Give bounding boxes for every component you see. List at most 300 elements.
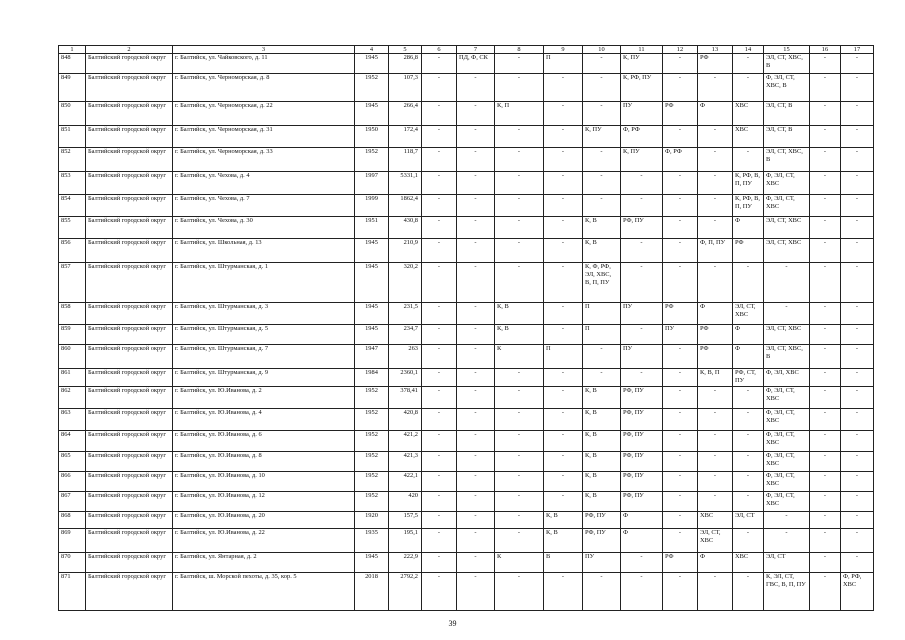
cell-col-8: - xyxy=(495,369,544,387)
cell-col-7: - xyxy=(457,573,495,611)
cell-col-8: К, В xyxy=(495,303,544,325)
cell-col-13: - xyxy=(698,74,733,102)
cell-col-15: Ф, ЭЛ, СТ, ХВС, В xyxy=(764,74,810,102)
cell-col-8: - xyxy=(495,148,544,172)
cell-address: г. Балтийск, ул. Чехова, д. 30 xyxy=(173,217,355,239)
cell-col-15: ЭЛ, СТ, В xyxy=(764,102,810,126)
cell-col-10: РФ, ПУ xyxy=(583,529,621,553)
cell-col-6: - xyxy=(422,345,457,369)
cell-col-17: - xyxy=(841,195,874,217)
cell-address: г. Балтийск, ул. Чайковского, д. 11 xyxy=(173,54,355,74)
cell-col-14: - xyxy=(733,263,764,303)
cell-row-number: 857 xyxy=(59,263,86,303)
cell-col-13: - xyxy=(698,452,733,472)
cell-col-16: - xyxy=(810,74,841,102)
cell-address: г. Балтийск, ул. Черноморская, д. 8 xyxy=(173,74,355,102)
cell-municipality: Балтийский городской округ xyxy=(86,172,173,195)
cell-col-12: РФ xyxy=(663,102,698,126)
cell-municipality: Балтийский городской округ xyxy=(86,126,173,148)
cell-col-10: К, В xyxy=(583,217,621,239)
cell-municipality: Балтийский городской округ xyxy=(86,573,173,611)
cell-col-12: - xyxy=(663,195,698,217)
cell-col-9: П xyxy=(544,345,583,369)
cell-col-14: Ф xyxy=(733,217,764,239)
cell-col-9: К, В xyxy=(544,529,583,553)
cell-col-13: - xyxy=(698,409,733,431)
cell-col-10: РФ, ПУ xyxy=(583,512,621,529)
cell-col-10: К, ПУ xyxy=(583,126,621,148)
cell-col-10: - xyxy=(583,172,621,195)
cell-col-14: Ф xyxy=(733,325,764,345)
cell-year-built: 1952 xyxy=(355,74,389,102)
cell-area: 263 xyxy=(389,345,422,369)
cell-col-13: РФ xyxy=(698,345,733,369)
cell-col-16: - xyxy=(810,217,841,239)
cell-col-17: - xyxy=(841,126,874,148)
cell-col-17: Ф, РФ, ХВС xyxy=(841,573,874,611)
cell-municipality: Балтийский городской округ xyxy=(86,553,173,573)
cell-col-6: - xyxy=(422,54,457,74)
cell-col-14: - xyxy=(733,529,764,553)
cell-address: г. Балтийск, ул. Ю.Иванова, д. 8 xyxy=(173,452,355,472)
cell-col-14: РФ, СТ, ПУ xyxy=(733,369,764,387)
cell-row-number: 848 xyxy=(59,54,86,74)
cell-col-14: - xyxy=(733,148,764,172)
cell-col-14: - xyxy=(733,431,764,452)
cell-col-10: - xyxy=(583,195,621,217)
cell-col-8: - xyxy=(495,54,544,74)
cell-col-15: Ф, ЭЛ, СТ, ХВС xyxy=(764,387,810,409)
cell-col-15: - xyxy=(764,512,810,529)
cell-year-built: 1999 xyxy=(355,195,389,217)
cell-col-16: - xyxy=(810,263,841,303)
cell-row-number: 871 xyxy=(59,573,86,611)
table-row xyxy=(59,452,874,472)
table-row xyxy=(59,472,874,492)
cell-col-15: Ф, ЭЛ, СТ, ХВС xyxy=(764,172,810,195)
table-row xyxy=(59,54,874,74)
cell-col-7: - xyxy=(457,217,495,239)
cell-col-14: - xyxy=(733,492,764,512)
cell-col-14: - xyxy=(733,54,764,74)
cell-col-10: К, В xyxy=(583,409,621,431)
cell-year-built: 1952 xyxy=(355,387,389,409)
cell-col-9: - xyxy=(544,195,583,217)
cell-row-number: 867 xyxy=(59,492,86,512)
cell-row-number: 853 xyxy=(59,172,86,195)
cell-year-built: 1952 xyxy=(355,431,389,452)
cell-col-10: К, Ф, РФ, ЭЛ, ХВС, В, П, ПУ xyxy=(583,263,621,303)
cell-col-10: - xyxy=(583,74,621,102)
cell-col-16: - xyxy=(810,387,841,409)
cell-col-15: ЭЛ, СТ, ХВС, В xyxy=(764,345,810,369)
cell-col-13: Ф, П, ПУ xyxy=(698,239,733,263)
cell-col-6: - xyxy=(422,217,457,239)
cell-col-12: - xyxy=(663,239,698,263)
cell-col-6: - xyxy=(422,148,457,172)
cell-area: 157,5 xyxy=(389,512,422,529)
cell-year-built: 2018 xyxy=(355,573,389,611)
cell-col-9: - xyxy=(544,387,583,409)
cell-year-built: 1945 xyxy=(355,553,389,573)
cell-area: 320,2 xyxy=(389,263,422,303)
cell-col-12: - xyxy=(663,431,698,452)
cell-col-11: - xyxy=(621,263,663,303)
cell-col-14: - xyxy=(733,452,764,472)
cell-col-15: ЭЛ, СТ xyxy=(764,553,810,573)
column-header: 3 xyxy=(173,46,355,54)
cell-col-11: - xyxy=(621,239,663,263)
cell-col-17: - xyxy=(841,345,874,369)
table-row xyxy=(59,303,874,325)
cell-row-number: 862 xyxy=(59,387,86,409)
cell-row-number: 860 xyxy=(59,345,86,369)
cell-col-15: ЭЛ, СТ, ХВС xyxy=(764,239,810,263)
cell-col-17: - xyxy=(841,74,874,102)
cell-municipality: Балтийский городской округ xyxy=(86,263,173,303)
cell-area: 231,5 xyxy=(389,303,422,325)
cell-col-10: К, В xyxy=(583,452,621,472)
cell-col-12: - xyxy=(663,529,698,553)
cell-row-number: 851 xyxy=(59,126,86,148)
cell-col-13: ЭЛ, СТ, ХВС xyxy=(698,529,733,553)
cell-col-9: - xyxy=(544,573,583,611)
cell-col-6: - xyxy=(422,74,457,102)
column-header: 9 xyxy=(544,46,583,54)
cell-col-14: ЭЛ, СТ, ХВС xyxy=(733,303,764,325)
cell-col-16: - xyxy=(810,452,841,472)
cell-col-17: - xyxy=(841,239,874,263)
cell-col-12: - xyxy=(663,387,698,409)
cell-col-6: - xyxy=(422,387,457,409)
cell-municipality: Балтийский городской округ xyxy=(86,369,173,387)
cell-col-9: - xyxy=(544,102,583,126)
cell-col-11: РФ, ПУ xyxy=(621,472,663,492)
cell-col-9: - xyxy=(544,148,583,172)
cell-address: г. Балтийск, ул. Штурманская, д. 3 xyxy=(173,303,355,325)
cell-col-17: - xyxy=(841,102,874,126)
cell-municipality: Балтийский городской округ xyxy=(86,472,173,492)
cell-municipality: Балтийский городской округ xyxy=(86,217,173,239)
header-row xyxy=(59,46,874,54)
cell-col-12: - xyxy=(663,217,698,239)
cell-col-6: - xyxy=(422,573,457,611)
cell-col-17: - xyxy=(841,553,874,573)
cell-col-13: РФ xyxy=(698,325,733,345)
cell-area: 421,2 xyxy=(389,431,422,452)
column-header: 4 xyxy=(355,46,389,54)
cell-col-16: - xyxy=(810,303,841,325)
cell-col-8: - xyxy=(495,195,544,217)
cell-col-8: К xyxy=(495,553,544,573)
cell-year-built: 1950 xyxy=(355,126,389,148)
cell-municipality: Балтийский городской округ xyxy=(86,148,173,172)
cell-col-16: - xyxy=(810,239,841,263)
cell-address: г. Балтийск, ул. Штурманская, д. 9 xyxy=(173,369,355,387)
cell-address: г. Балтийск, ул. Черноморская, д. 22 xyxy=(173,102,355,126)
table-row xyxy=(59,195,874,217)
cell-year-built: 1945 xyxy=(355,54,389,74)
cell-col-13: Ф xyxy=(698,102,733,126)
cell-col-11: К, ПУ xyxy=(621,54,663,74)
cell-municipality: Балтийский городской округ xyxy=(86,303,173,325)
cell-row-number: 866 xyxy=(59,472,86,492)
cell-col-6: - xyxy=(422,492,457,512)
table-row xyxy=(59,263,874,303)
cell-row-number: 870 xyxy=(59,553,86,573)
cell-year-built: 1984 xyxy=(355,369,389,387)
cell-col-15: Ф, ЭЛ, СТ, ХВС xyxy=(764,492,810,512)
cell-col-15: ЭЛ, СТ, ХВС, В xyxy=(764,148,810,172)
cell-col-17: - xyxy=(841,492,874,512)
cell-col-12: - xyxy=(663,345,698,369)
cell-col-16: - xyxy=(810,409,841,431)
cell-col-7: - xyxy=(457,492,495,512)
cell-year-built: 1945 xyxy=(355,263,389,303)
cell-col-15: - xyxy=(764,263,810,303)
cell-col-12: РФ xyxy=(663,303,698,325)
cell-col-12: - xyxy=(663,172,698,195)
cell-col-6: - xyxy=(422,126,457,148)
cell-col-11: РФ, ПУ xyxy=(621,492,663,512)
cell-col-14: ХВС xyxy=(733,126,764,148)
cell-col-8: - xyxy=(495,472,544,492)
cell-col-8: - xyxy=(495,387,544,409)
column-header: 10 xyxy=(583,46,621,54)
cell-col-7: - xyxy=(457,148,495,172)
cell-col-10: К, В xyxy=(583,431,621,452)
cell-col-7: - xyxy=(457,74,495,102)
table-row xyxy=(59,431,874,452)
cell-col-7: ПД, Ф, СК xyxy=(457,54,495,74)
cell-year-built: 1952 xyxy=(355,148,389,172)
cell-col-10: - xyxy=(583,102,621,126)
cell-municipality: Балтийский городской округ xyxy=(86,492,173,512)
cell-col-7: - xyxy=(457,303,495,325)
cell-row-number: 859 xyxy=(59,325,86,345)
cell-col-8: - xyxy=(495,217,544,239)
cell-col-8: - xyxy=(495,172,544,195)
cell-col-8: К, В xyxy=(495,325,544,345)
cell-row-number: 852 xyxy=(59,148,86,172)
cell-area: 222,9 xyxy=(389,553,422,573)
cell-col-12: ПУ xyxy=(663,325,698,345)
cell-col-7: - xyxy=(457,529,495,553)
cell-col-12: Ф, РФ xyxy=(663,148,698,172)
cell-col-6: - xyxy=(422,553,457,573)
cell-col-15: - xyxy=(764,303,810,325)
cell-col-8: - xyxy=(495,126,544,148)
cell-row-number: 854 xyxy=(59,195,86,217)
cell-col-14: - xyxy=(733,409,764,431)
cell-col-15: Ф, ЭЛ, ХВС xyxy=(764,369,810,387)
cell-col-15: ЭЛ, СТ, ХВС xyxy=(764,325,810,345)
cell-col-10: ПУ xyxy=(583,553,621,573)
cell-col-15: К, ЭЛ, СТ, ГВС, В, П, ПУ xyxy=(764,573,810,611)
cell-col-17: - xyxy=(841,452,874,472)
cell-col-17: - xyxy=(841,303,874,325)
cell-col-7: - xyxy=(457,369,495,387)
column-header: 11 xyxy=(621,46,663,54)
cell-year-built: 1945 xyxy=(355,239,389,263)
cell-col-8: - xyxy=(495,452,544,472)
table-row xyxy=(59,74,874,102)
table-row xyxy=(59,172,874,195)
cell-col-12: - xyxy=(663,573,698,611)
cell-address: г. Балтийск, ул. Янтарная, д. 2 xyxy=(173,553,355,573)
cell-municipality: Балтийский городской округ xyxy=(86,345,173,369)
cell-col-9: - xyxy=(544,431,583,452)
cell-col-13: Ф xyxy=(698,303,733,325)
cell-col-7: - xyxy=(457,472,495,492)
cell-row-number: 850 xyxy=(59,102,86,126)
cell-col-6: - xyxy=(422,325,457,345)
cell-address: г. Балтийск, ул. Штурманская, д. 7 xyxy=(173,345,355,369)
cell-col-13: - xyxy=(698,126,733,148)
cell-col-6: - xyxy=(422,172,457,195)
cell-address: г. Балтийск, ул. Ю.Иванова, д. 2 xyxy=(173,387,355,409)
cell-col-16: - xyxy=(810,172,841,195)
cell-col-9: - xyxy=(544,369,583,387)
cell-year-built: 1952 xyxy=(355,452,389,472)
cell-col-16: - xyxy=(810,102,841,126)
cell-year-built: 1947 xyxy=(355,345,389,369)
cell-area: 195,1 xyxy=(389,529,422,553)
cell-address: г. Балтийск, ул. Ю.Иванова, д. 20 xyxy=(173,512,355,529)
cell-col-14: ЭЛ, СТ xyxy=(733,512,764,529)
table-row xyxy=(59,217,874,239)
cell-row-number: 849 xyxy=(59,74,86,102)
cell-municipality: Балтийский городской округ xyxy=(86,387,173,409)
cell-address: г. Балтийск, ул. Штурманская, д. 1 xyxy=(173,263,355,303)
cell-col-7: - xyxy=(457,172,495,195)
cell-col-14: - xyxy=(733,387,764,409)
cell-col-13: - xyxy=(698,217,733,239)
cell-col-16: - xyxy=(810,492,841,512)
cell-col-11: - xyxy=(621,573,663,611)
cell-area: 210,9 xyxy=(389,239,422,263)
table-row xyxy=(59,239,874,263)
cell-area: 1862,4 xyxy=(389,195,422,217)
cell-col-11: - xyxy=(621,325,663,345)
cell-municipality: Балтийский городской округ xyxy=(86,239,173,263)
cell-col-9: - xyxy=(544,452,583,472)
cell-col-16: - xyxy=(810,512,841,529)
column-header: 2 xyxy=(86,46,173,54)
cell-col-7: - xyxy=(457,409,495,431)
cell-col-10: К, В xyxy=(583,239,621,263)
table-row xyxy=(59,573,874,611)
cell-col-6: - xyxy=(422,472,457,492)
cell-col-16: - xyxy=(810,345,841,369)
cell-col-11: Ф xyxy=(621,529,663,553)
cell-row-number: 863 xyxy=(59,409,86,431)
cell-col-11: Ф, РФ xyxy=(621,126,663,148)
cell-col-12: - xyxy=(663,126,698,148)
cell-col-9: К, В xyxy=(544,512,583,529)
cell-area: 378,41 xyxy=(389,387,422,409)
cell-col-11: ПУ xyxy=(621,345,663,369)
cell-address: г. Балтийск, ул. Чехова, д. 4 xyxy=(173,172,355,195)
cell-row-number: 856 xyxy=(59,239,86,263)
cell-col-8: - xyxy=(495,74,544,102)
cell-col-12: - xyxy=(663,409,698,431)
cell-col-13: Ф xyxy=(698,553,733,573)
column-header: 5 xyxy=(389,46,422,54)
cell-col-7: - xyxy=(457,512,495,529)
cell-col-13: - xyxy=(698,431,733,452)
cell-year-built: 1935 xyxy=(355,529,389,553)
cell-col-17: - xyxy=(841,369,874,387)
cell-col-13: РФ xyxy=(698,54,733,74)
cell-col-10: - xyxy=(583,54,621,74)
cell-area: 286,8 xyxy=(389,54,422,74)
cell-address: г. Балтийск, ул. Ю.Иванова, д. 6 xyxy=(173,431,355,452)
cell-col-17: - xyxy=(841,325,874,345)
table-row xyxy=(59,102,874,126)
cell-col-15: Ф, ЭЛ, СТ, ХВС xyxy=(764,431,810,452)
cell-col-10: К, В xyxy=(583,492,621,512)
cell-col-7: - xyxy=(457,387,495,409)
cell-col-10: К, В xyxy=(583,472,621,492)
cell-col-10: - xyxy=(583,148,621,172)
cell-col-8: - xyxy=(495,239,544,263)
cell-area: 5331,1 xyxy=(389,172,422,195)
cell-col-8: - xyxy=(495,573,544,611)
cell-row-number: 868 xyxy=(59,512,86,529)
cell-col-8: - xyxy=(495,492,544,512)
cell-col-16: - xyxy=(810,195,841,217)
cell-col-6: - xyxy=(422,529,457,553)
cell-col-7: - xyxy=(457,553,495,573)
cell-address: г. Балтийск, ул. Школьная, д. 13 xyxy=(173,239,355,263)
cell-col-8: - xyxy=(495,409,544,431)
cell-col-17: - xyxy=(841,217,874,239)
cell-col-11: - xyxy=(621,195,663,217)
cell-col-6: - xyxy=(422,431,457,452)
table-row xyxy=(59,345,874,369)
cell-col-11: - xyxy=(621,172,663,195)
cell-area: 234,7 xyxy=(389,325,422,345)
cell-address: г. Балтийск, ул. Штурманская, д. 5 xyxy=(173,325,355,345)
cell-year-built: 1945 xyxy=(355,325,389,345)
cell-col-12: - xyxy=(663,452,698,472)
cell-col-9: - xyxy=(544,172,583,195)
cell-col-10: - xyxy=(583,573,621,611)
cell-col-14: Ф xyxy=(733,345,764,369)
cell-col-15: Ф, ЭЛ, СТ, ХВС xyxy=(764,195,810,217)
cell-col-11: РФ, ПУ xyxy=(621,452,663,472)
cell-municipality: Балтийский городской округ xyxy=(86,54,173,74)
cell-col-6: - xyxy=(422,452,457,472)
cell-col-16: - xyxy=(810,148,841,172)
table-row xyxy=(59,409,874,431)
cell-col-16: - xyxy=(810,529,841,553)
cell-col-7: - xyxy=(457,325,495,345)
cell-col-16: - xyxy=(810,553,841,573)
cell-col-8: К xyxy=(495,345,544,369)
table-row xyxy=(59,553,874,573)
cell-col-12: - xyxy=(663,263,698,303)
cell-col-14: ХВС xyxy=(733,102,764,126)
cell-row-number: 869 xyxy=(59,529,86,553)
cell-col-17: - xyxy=(841,529,874,553)
cell-col-6: - xyxy=(422,195,457,217)
cell-col-9: - xyxy=(544,239,583,263)
cell-municipality: Балтийский городской округ xyxy=(86,102,173,126)
cell-col-9: - xyxy=(544,409,583,431)
cell-col-12: - xyxy=(663,472,698,492)
